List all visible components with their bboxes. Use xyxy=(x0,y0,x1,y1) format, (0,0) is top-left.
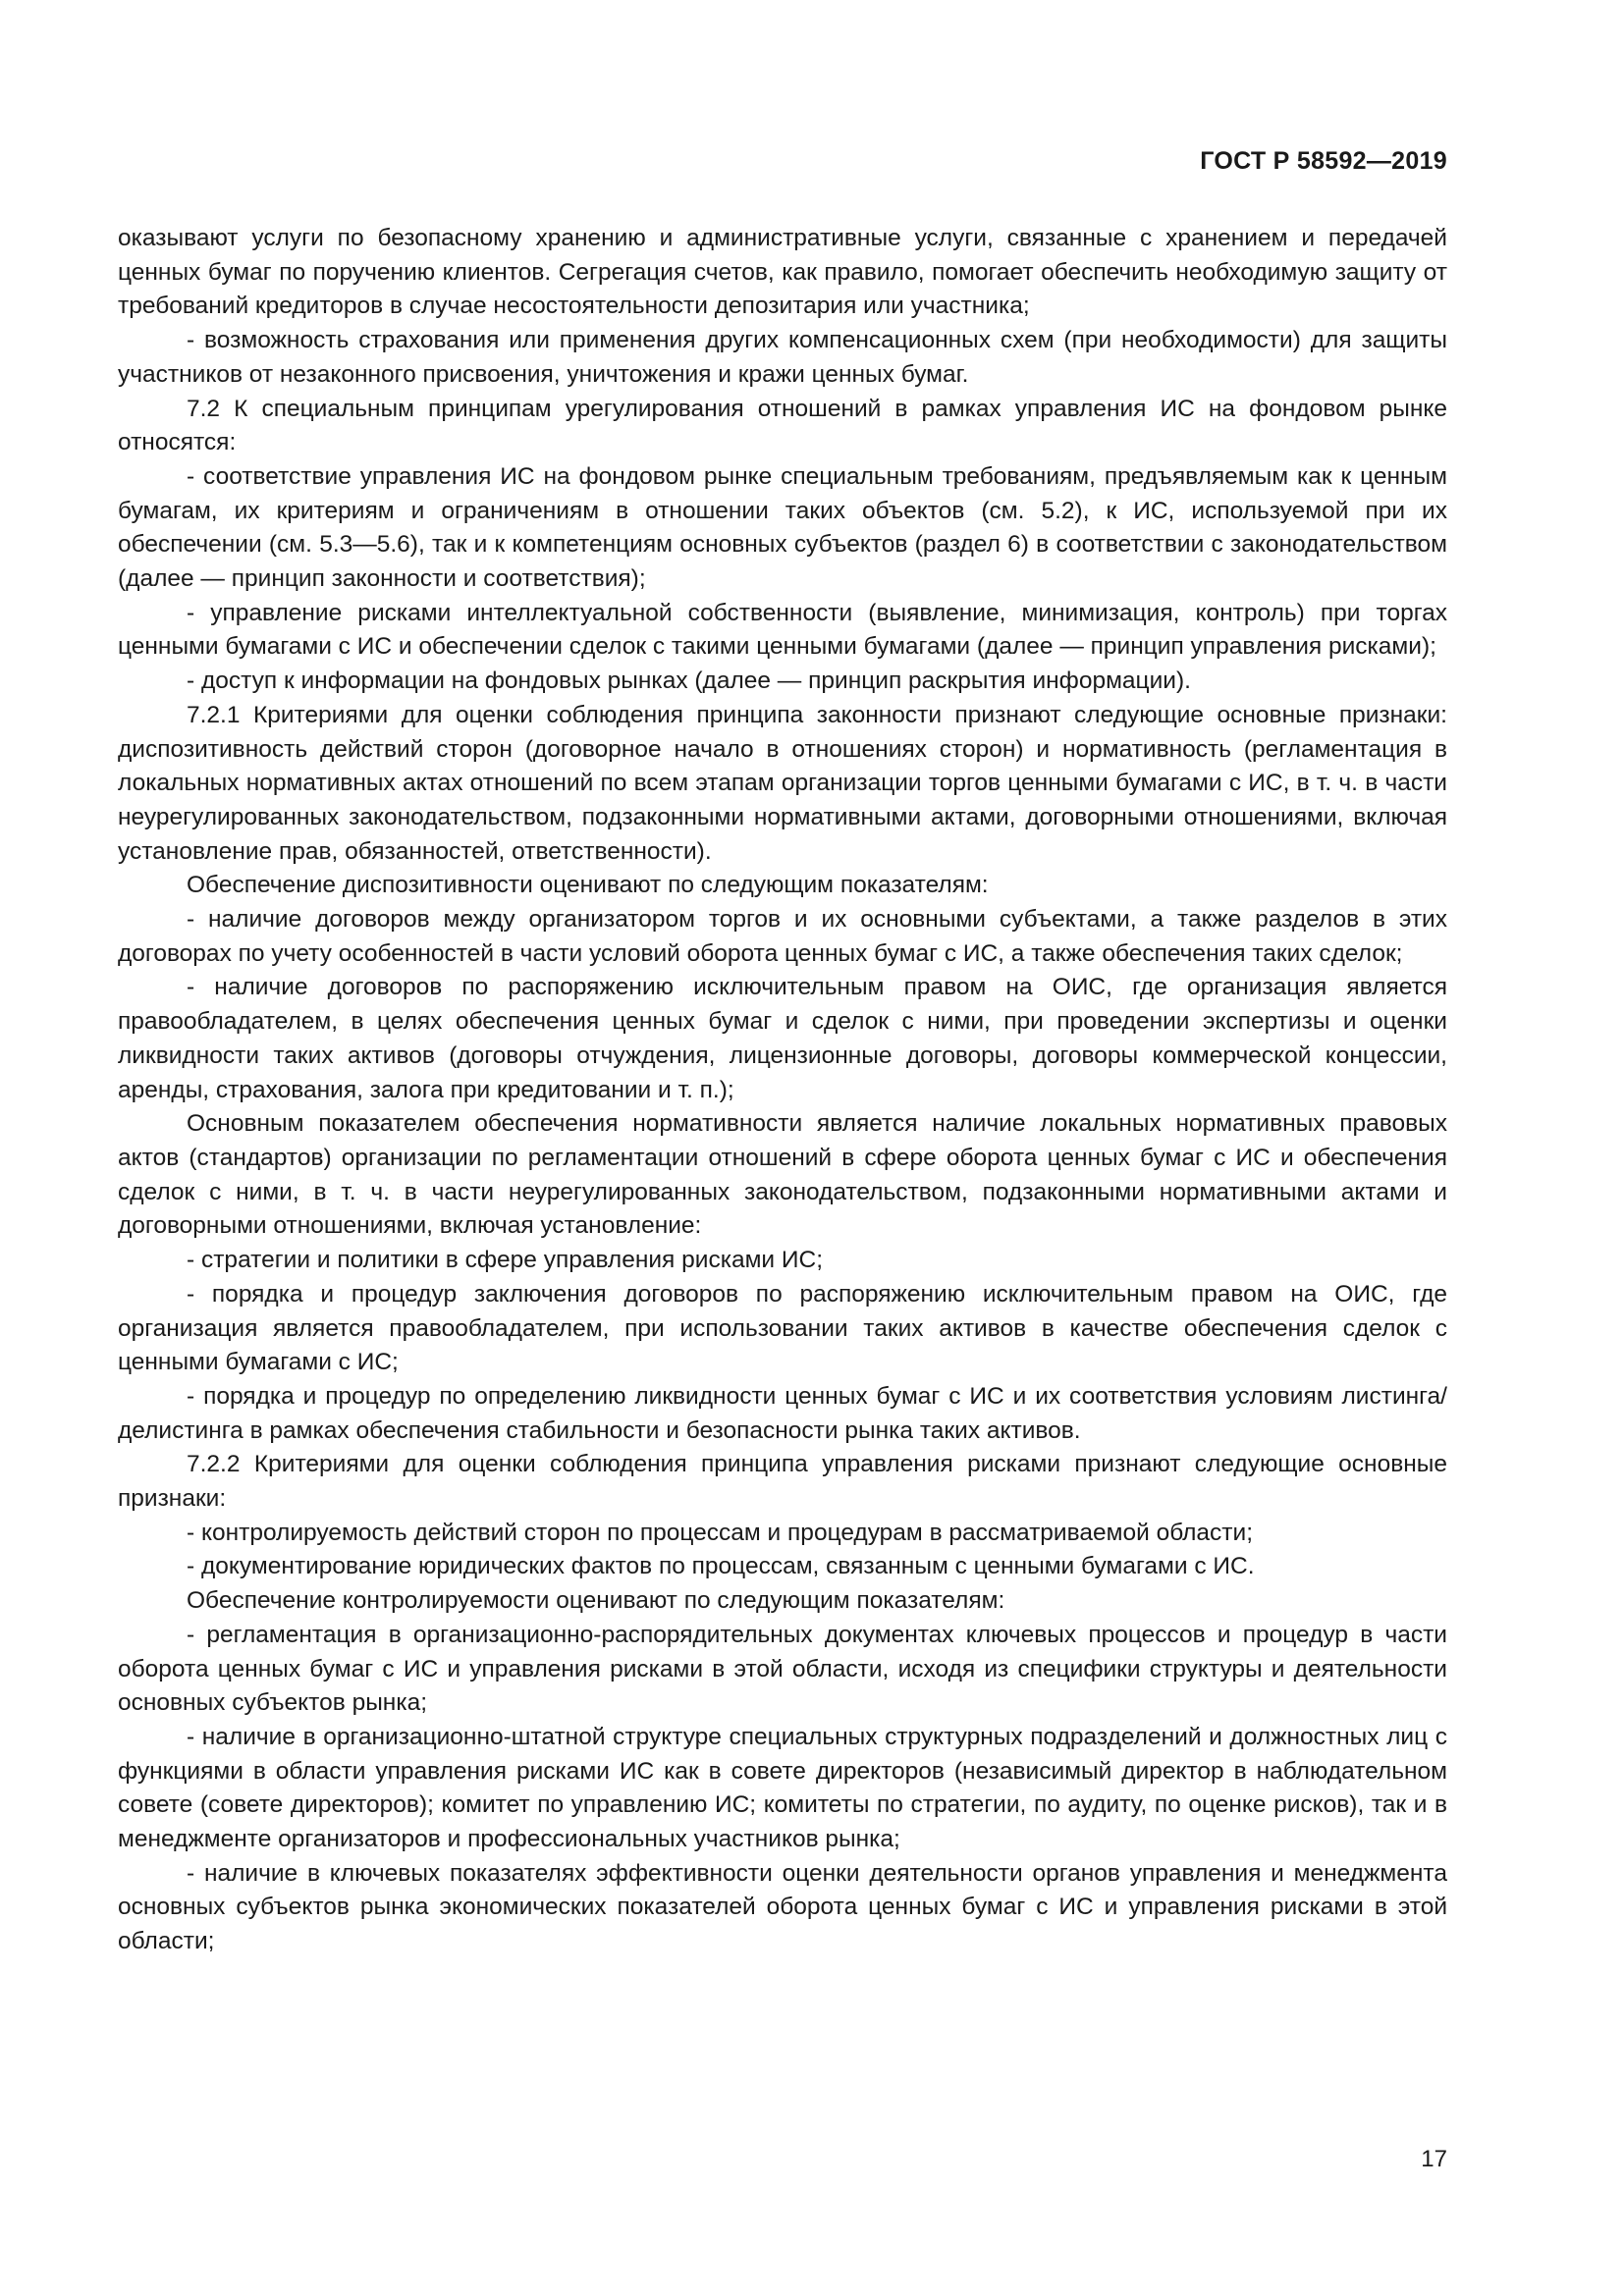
paragraph: Основным показателем обеспечения нормативности является наличие локальных нормативных правовых актов (стандартов) организации по регламентации отношений в сфере оборота ценных бумаг с ИС и обеспечения сделок с ними, в т. ч. в части неурегулированных законодательством, подзаконными нормативными актами и договорными отношениями, включая установление: xyxy=(118,1110,1447,1240)
paragraph: - регламентация в организационно-распорядительных документах ключевых процессов и процедур в части оборота ценных бумаг с ИС и управления рисками в этой области, исходя из специфики структуры и деятельности основных субъектов рынка; xyxy=(118,1621,1447,1717)
paragraph: - наличие договоров по распоряжению исключительным правом на ОИС, где организация является правообладателем, в целях обеспечения ценных бумаг и сделок с ними, при проведении экспертизы и оценки ликвидности таких активов (договоры отчуждения, лицензионные договоры, договоры коммерческой концессии, аренды, страхования, залога при кредитовании и т. п.); xyxy=(118,974,1447,1103)
paragraph: - соответствие управления ИС на фондовом рынке специальным требованиям, предъявляемым как к ценным бумагам, их критериям и ограничениям в отношении таких объектов (см. 5.2), к ИС, используемой при их обеспечении (см. 5.3—5.6), так и к компетенциям основных субъектов (раздел 6) в соответствии с законодательством (далее — принцип законности и соответствия); xyxy=(118,462,1447,593)
paragraph: - наличие договоров между организатором торгов и их основными субъектами, а также разделов в этих договорах по учету особенностей в части условий оборота ценных бумаг с ИС, а также обеспечения таких сделок; xyxy=(118,906,1447,967)
paragraph: - контролируемость действий сторон по процессам и процедурам в рассматриваемой области; xyxy=(187,1519,1254,1546)
paragraph: Обеспечение контролируемости оценивают по следующим показателям: xyxy=(187,1587,1005,1615)
paragraph: 7.2.2 Критериями для оценки соблюдения принципа управления рисками признают следующие основные признаки: xyxy=(118,1451,1447,1513)
page-number: 17 xyxy=(1421,2146,1447,2172)
paragraph: - порядка и процедур заключения договоров по распоряжению исключительным правом на ОИС, где организация является правообладателем, при использовании таких активов в качестве обеспечения сделок с ценными бумагами с ИС; xyxy=(118,1280,1447,1376)
paragraph: - стратегии и политики в сфере управления рисками ИС; xyxy=(187,1247,824,1274)
paragraph: - управление рисками интеллектуальной собственности (выявление, минимизация, контроль) при торгах ценными бумагами с ИС и обеспечении сделок с такими ценными бумагами (далее — принцип управления рисками); xyxy=(118,599,1447,661)
paragraph: 7.2.1 Критериями для оценки соблюдения принципа законности признают следующие основные признаки: диспозитивность действий сторон (договорное начало в отношениях сторон) и нормативность (регламентация в локальных нормативных актах отношений по всем этапам организации торгов ценными бумагами с ИС, в т. ч. в части неурегулированных законодательством, подзаконными нормативными актами, договорными отношениями, включая установление прав, обязанностей, ответственности). xyxy=(118,701,1447,865)
paragraph: - возможность страхования или применения других компенсационных схем (при необходимости) для защиты участников от незаконного присвоения, уничтожения и кражи ценных бумаг. xyxy=(118,327,1447,388)
standard-code-header: ГОСТ Р 58592—2019 xyxy=(1200,147,1447,175)
paragraph: - наличие в организационно-штатной структуре специальных структурных подразделений и должностных лиц с функциями в области управления рисками ИС как в совете директоров (независимый директор в наблюдательном совете (совете директоров); комитет по управлению ИС; комитеты по стратегии, по аудиту, по оценке рисков), так и в менеджменте организаторов и профессиональных участников рынка; xyxy=(118,1723,1447,1853)
paragraph: - документирование юридических фактов по процессам, связанным с ценными бумагами с ИС. xyxy=(187,1553,1255,1580)
paragraph: 7.2 К специальным принципам урегулирования отношений в рамках управления ИС на фондовом рынке относятся: xyxy=(118,395,1447,456)
paragraph: - доступ к информации на фондовых рынках (далее — принцип раскрытия информации). xyxy=(187,667,1191,695)
paragraph: - наличие в ключевых показателях эффективности оценки деятельности органов управления и менеджмента основных субъектов рынка экономических показателей оборота ценных бумаг с ИС и управления рисками в этой области; xyxy=(118,1859,1447,1955)
paragraph: - порядка и процедур по определению ликвидности ценных бумаг с ИС и их соответствия условиям листинга/делистинга в рамках обеспечения стабильности и безопасности рынка таких активов. xyxy=(118,1382,1447,1444)
paragraph: Обеспечение диспозитивности оценивают по следующим показателям: xyxy=(187,872,989,899)
body-text xyxy=(118,222,1447,1959)
paragraph: оказывают услуги по безопасному хранению и административные услуги, связанные с хранением и передачей ценных бумаг по поручению клиентов. Сегрегация счетов, как правило, помогает обеспечить необходимую защиту от требований кредиторов в случае несостоятельности депозитария или участника; xyxy=(118,225,1447,320)
